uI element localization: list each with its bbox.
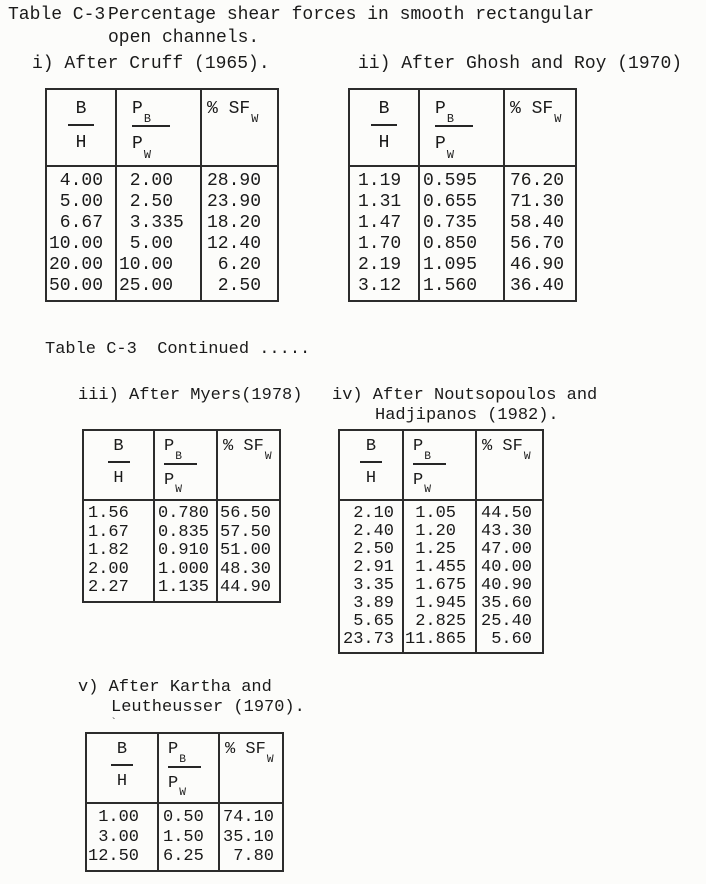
caption-ii: ii) After Ghosh and Roy (1970) [358,54,683,74]
header-sfw-sub: W [264,450,272,463]
header-pw [435,133,454,162]
table-cell: 76.20 [510,171,565,191]
header-pb-main: P [164,437,175,456]
table-cell: 0.835 [158,522,210,542]
header-pw [132,133,151,162]
header-pb [168,740,186,766]
table-cell: 2.00 [119,171,174,191]
table-cell: 6.25 [163,847,204,866]
header-sfw-main: % SF [207,99,251,119]
table-cell: 1.20 [405,522,457,541]
table-cell: 20.00 [49,255,104,275]
table-title-label: Table C-3 [8,5,106,25]
header-sfw [510,99,562,127]
header-b-over-h [47,90,117,165]
header-h: H [113,469,124,488]
table-cell: 40.00 [481,558,533,577]
table-body [84,501,279,601]
table-cell: 0.850 [423,234,478,254]
header-b: B [113,437,124,456]
table-cell: 12.50 [88,847,140,866]
table-cell: 11.865 [405,630,467,649]
table-cell: 18.20 [207,213,262,233]
header-pb-main: P [132,99,143,119]
table-cell: 5.60 [481,630,533,649]
table-cell: 0.50 [163,808,204,827]
header-sfw-main: % SF [482,437,523,456]
table-iv-noutsopoulos [338,429,544,654]
table-cell: 36.40 [510,276,565,296]
table-cell: 1.00 [88,808,140,827]
fraction-bar [360,461,382,463]
table-body [350,167,575,300]
column-pb-pw [159,804,220,870]
table-header-row [47,90,277,167]
table-cell: 50.00 [49,276,104,296]
table-cell: 1.000 [158,559,210,579]
header-pw-sub: W [143,147,151,162]
header-b: B [378,99,390,119]
header-sfw-sub: W [266,753,274,766]
column-pb-pw [155,501,218,601]
table-body [47,167,277,300]
header-pb-main: P [168,740,179,759]
table-cell: 1.47 [358,213,402,233]
header-pb-over-pw [404,431,477,499]
column-b-h [350,167,420,300]
header-pw-sub: W [179,787,186,800]
header-sfw-main: % SF [510,99,554,119]
table-cell: 4.00 [49,171,104,191]
table-cell: 0.910 [158,541,210,560]
column-sfw [202,167,277,300]
table-title-line1: Percentage shear forces in smooth rectangular [108,5,595,25]
table-cell: 1.67 [88,522,129,542]
table-cell: 1.56 [88,504,129,523]
column-pb-pw [420,167,505,300]
table-cell: 25.00 [119,276,174,296]
header-pb-over-pw [117,90,202,165]
table-cell: 1.19 [358,171,402,191]
table-cell: 2.00 [88,559,129,579]
table-body [340,501,542,652]
header-pb [435,98,454,127]
table-header-row [87,734,282,804]
table-cell: 1.05 [405,504,457,523]
table-cell: 35.60 [481,594,533,613]
table-cell: 1.31 [358,192,402,212]
column-b-h [47,167,117,300]
caption-iii: iii) After Myers(1978) [78,386,303,405]
header-sfw [225,740,274,766]
table-i-cruff [45,88,279,302]
fraction-bar [132,125,170,127]
header-sfw-sub: W [554,112,562,127]
table-cell: 25.40 [481,612,533,631]
caption-v-line1: v) After Kartha and [78,678,272,697]
table-cell: 0.655 [423,192,478,212]
header-pb-main: P [435,99,446,119]
header-pb-sub: B [175,450,182,463]
table-header-row [350,90,575,167]
table-cell: 1.50 [163,827,204,847]
column-b-h [84,501,155,601]
header-pb-sub: B [424,450,431,463]
table-cell: 23.73 [343,630,395,649]
table-cell: 5.65 [343,612,395,631]
header-sfw-sub: W [523,450,531,463]
table-cell: 3.00 [88,827,140,847]
header-b: B [365,437,377,456]
caption-v-line2: Leutheusser (1970). [111,698,305,717]
header-h: H [365,469,377,488]
header-b: B [75,99,87,119]
column-sfw [477,501,542,652]
table-cell: 3.335 [119,213,184,233]
header-percent-sfw [220,734,282,802]
table-cell: 2.10 [343,504,395,523]
header-pw-sub: W [175,484,182,497]
header-pb [132,98,151,127]
column-sfw [220,804,282,870]
table-cell: 0.780 [158,504,210,523]
header-pw-main: P [132,134,143,155]
table-cell: 35.10 [223,827,275,847]
table-cell: 23.90 [207,192,262,212]
header-pb-main: P [413,437,424,456]
caption-i: i) After Cruff (1965). [32,54,270,74]
header-percent-sfw [477,431,542,499]
column-pb-pw [117,167,202,300]
header-percent-sfw [202,90,277,165]
table-cell: 58.40 [510,213,565,233]
header-b-over-h [350,90,420,165]
table-cell: 10.00 [119,255,174,275]
table-cell: 6.67 [49,213,104,233]
table-cell: 2.19 [358,255,402,275]
table-header-row [84,431,279,501]
table-cell: 7.80 [223,847,275,866]
table-cell: 5.00 [119,234,174,254]
table-cell: 3.35 [343,576,395,595]
table-title-line2: open channels. [108,28,260,48]
fraction-bar [371,124,397,126]
scan-artifact: ` [110,716,118,730]
table-cell: 56.50 [220,504,272,523]
header-pw [413,470,431,497]
table-cell: 1.455 [405,558,467,577]
header-pw-main: P [164,470,175,490]
table-cell: 43.30 [481,522,533,541]
table-cell: 2.825 [405,612,467,631]
table-cell: 44.50 [481,504,533,523]
table-cell: 3.89 [343,594,395,613]
header-pw [164,470,182,497]
caption-iv-line2: Hadjipanos (1982). [375,406,559,425]
table-cell: 74.10 [223,808,275,827]
table-cell: 56.70 [510,234,565,254]
table-cell: 1.675 [405,576,467,595]
table-cell: 47.00 [481,540,533,559]
table-cell: 0.595 [423,171,478,191]
header-h: H [378,133,390,153]
header-h: H [75,133,87,153]
table-cell: 2.40 [343,522,395,541]
table-cell: 40.90 [481,576,533,595]
table-ii-ghosh-roy [348,88,577,302]
table-cell: 1.095 [423,255,478,275]
fraction-bar [111,764,133,766]
table-cell: 46.90 [510,255,565,275]
header-sfw [223,437,272,463]
table-cell: 1.70 [358,234,402,254]
table-cell: 1.945 [405,594,467,613]
header-sfw [207,99,259,127]
table-cell: 12.40 [207,234,262,254]
header-pb-sub: B [179,753,186,766]
table-cell: 6.20 [207,255,262,275]
table-cell: 51.00 [220,541,272,560]
table-cell: 57.50 [220,522,272,542]
table-cell: 44.90 [220,578,272,597]
table-cell: 3.12 [358,276,402,296]
table-cell: 1.135 [158,578,210,597]
table-iii-myers [82,429,281,603]
table-cell: 10.00 [49,234,104,254]
table-cell: 2.50 [343,540,395,559]
header-sfw [482,437,531,463]
table-cell: 0.735 [423,213,478,233]
header-pw-main: P [168,773,179,793]
header-pb-sub: B [446,112,454,127]
table-cell: 5.00 [49,192,104,212]
table-v-kartha [85,732,284,872]
fraction-bar [68,124,94,126]
fraction-bar [435,125,473,127]
header-pw-main: P [413,470,424,490]
header-pb [164,437,182,463]
header-pb-over-pw [155,431,218,499]
header-pw-sub: W [424,484,431,497]
column-b-h [87,804,159,870]
caption-iv-line1: iv) After Noutsopoulos and [332,386,598,405]
table-cell: 71.30 [510,192,565,212]
table-body [87,804,282,870]
header-pb-sub: B [143,112,151,127]
header-b-over-h [87,734,159,802]
table-cell: 2.50 [207,276,262,296]
header-pb [413,437,431,463]
table-cell: 1.25 [405,540,457,559]
column-sfw [505,167,575,300]
table-cell: 2.50 [119,192,174,212]
table-header-row [340,431,542,501]
table-cell: 1.560 [423,276,478,296]
header-pw-sub: W [446,147,454,162]
header-percent-sfw [505,90,575,165]
table-cell: 28.90 [207,171,262,191]
header-b-over-h [84,431,155,499]
table-cell: 2.91 [343,558,395,577]
header-pb-over-pw [159,734,220,802]
table-cell: 2.27 [88,578,129,597]
table-cell: 1.82 [88,541,129,560]
header-sfw-main: % SF [223,437,264,456]
header-pb-over-pw [420,90,505,165]
header-b: B [116,740,128,759]
header-sfw-main: % SF [225,740,266,759]
header-b-over-h [340,431,404,499]
header-h: H [116,772,128,791]
fraction-bar [108,461,130,463]
column-b-h [340,501,404,652]
header-sfw-sub: W [251,112,259,127]
header-pw [168,773,186,800]
column-sfw [218,501,279,601]
continued-note: Table C-3 Continued ..... [45,340,311,359]
header-percent-sfw [218,431,279,499]
table-cell: 48.30 [220,559,272,579]
header-pw-main: P [435,134,446,155]
column-pb-pw [404,501,477,652]
